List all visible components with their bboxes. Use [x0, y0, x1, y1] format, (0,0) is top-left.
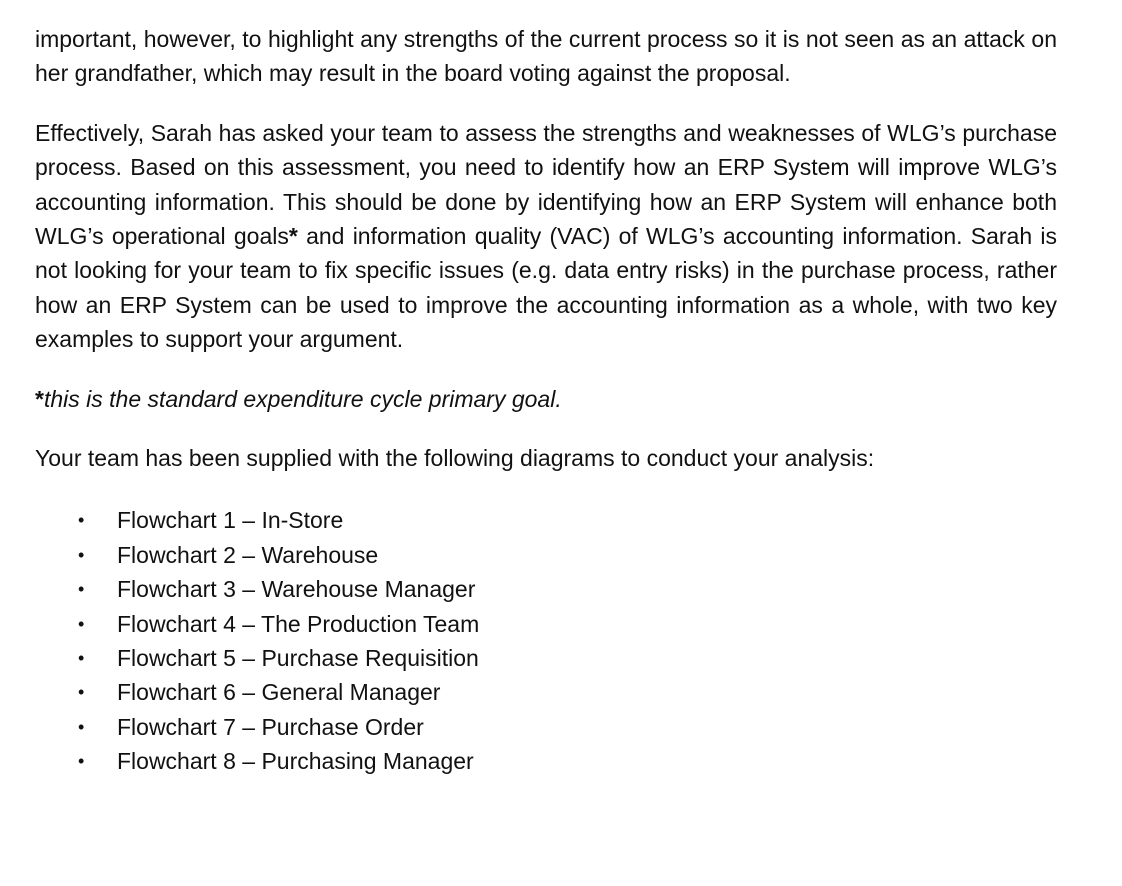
- list-item: [35, 744, 1057, 778]
- list-item-label: Flowchart 8 – Purchasing Manager: [117, 748, 474, 775]
- list-item: [35, 538, 1057, 572]
- list-item-label: Flowchart 7 – Purchase Order: [117, 713, 424, 740]
- document-body: [35, 22, 1057, 779]
- bullet-icon: •: [78, 544, 85, 565]
- bullet-icon: •: [78, 751, 85, 772]
- list-item-label: Flowchart 4 – The Production Team: [117, 610, 480, 637]
- list-item: [35, 607, 1057, 641]
- paragraph-assessment-part1: Effectively, Sarah has asked your team to assess the strengths and weaknesses of WLG’s purchase process. Based on this assessment, you need to identify how an ERP System will improve WLG’s accounting information. This should be done by identifying how an ERP System will enhance both WLG’s operational goals: [35, 119, 1057, 250]
- list-item-label: Flowchart 1 – In-Store: [117, 507, 344, 534]
- bullet-icon: •: [78, 648, 85, 669]
- list-item: [35, 675, 1057, 709]
- bullet-icon: •: [78, 579, 85, 600]
- paragraph-continuation: important, however, to highlight any strengths of the current process so it is not seen as an attack on her grandfather, which may result in the board voting against the proposal.: [35, 26, 1057, 87]
- list-item: [35, 503, 1057, 537]
- bullet-icon: •: [78, 510, 85, 531]
- bullet-icon: •: [78, 682, 85, 703]
- list-item: [35, 572, 1057, 606]
- footnote-asterisk: *: [35, 385, 44, 412]
- paragraph-assessment: [35, 116, 1057, 357]
- bullet-icon: •: [78, 613, 85, 634]
- bullet-icon: •: [78, 716, 85, 737]
- list-item-label: Flowchart 5 – Purchase Requisition: [117, 645, 479, 672]
- diagram-intro: Your team has been supplied with the following diagrams to conduct your analysis:: [35, 445, 875, 472]
- list-item: [35, 710, 1057, 744]
- list-item: [35, 641, 1057, 675]
- flowchart-list: [35, 503, 1057, 778]
- paragraph-assessment-part2: and information quality (VAC) of WLG’s accounting information. Sarah is not looking for your team to fix specific issues (e.g. data entry risks) in the purchase process, rather how an ERP System can be used to improve the accounting information as a whole, with two key examples to support your argument.: [35, 223, 1057, 353]
- list-item-label: Flowchart 6 – General Manager: [117, 679, 441, 706]
- footnote-text: this is the standard expenditure cycle primary goal.: [43, 385, 562, 412]
- list-item-label: Flowchart 3 – Warehouse Manager: [117, 576, 476, 603]
- footnote: [35, 382, 1057, 416]
- footnote-marker: *: [288, 223, 298, 250]
- list-item-label: Flowchart 2 – Warehouse: [117, 541, 379, 568]
